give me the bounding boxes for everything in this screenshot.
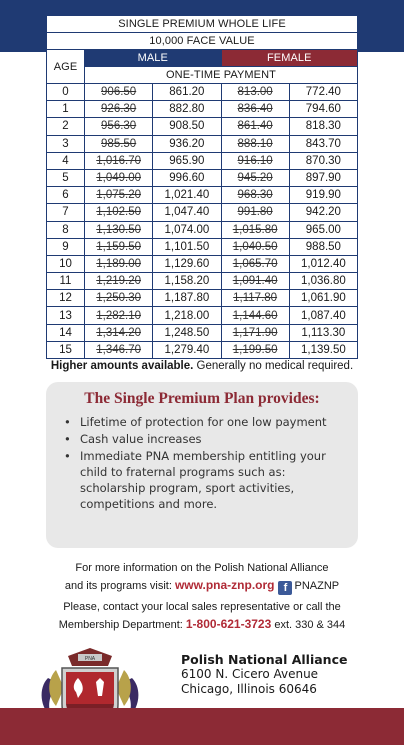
table-row	[47, 324, 358, 341]
age-cell: 1	[47, 101, 85, 118]
male-old-rate-text: 906.50	[101, 86, 137, 99]
age-cell: 12	[47, 290, 85, 307]
male-new-rate: 1,158.20	[153, 273, 221, 290]
male-new-rate: 965.90	[153, 152, 221, 169]
female-old-rate	[221, 341, 289, 358]
table-row	[47, 135, 358, 152]
male-old-rate	[85, 101, 153, 118]
male-new-rate: 1,074.00	[153, 221, 221, 238]
age-cell: 9	[47, 238, 85, 255]
male-old-rate	[85, 204, 153, 221]
table-row	[47, 238, 358, 255]
age-cell: 3	[47, 135, 85, 152]
info-line-2: and its programs visit: www.pna-znp.org f PNAZNP	[64, 578, 340, 594]
male-new-rate: 1,021.40	[153, 187, 221, 204]
male-old-rate-text: 1,159.50	[96, 240, 141, 253]
age-cell: 15	[47, 341, 85, 358]
male-old-rate-text: 1,219.20	[96, 275, 141, 288]
plan-item: • Lifetime of protection for one low payment	[64, 415, 327, 429]
table-row	[47, 307, 358, 324]
male-old-rate	[85, 238, 153, 255]
organization-address	[181, 652, 347, 697]
table-row	[47, 169, 358, 186]
male-old-rate	[85, 290, 153, 307]
female-old-rate-text: 836.40	[237, 103, 273, 116]
female-new-rate: 965.00	[289, 221, 357, 238]
female-new-rate: 1,036.80	[289, 273, 357, 290]
male-new-rate: 936.20	[153, 135, 221, 152]
male-old-rate	[85, 118, 153, 135]
male-old-rate-text: 1,016.70	[96, 154, 141, 167]
male-new-rate: 1,047.40	[153, 204, 221, 221]
female-old-rate-text: 1,065.70	[232, 257, 278, 270]
female-old-rate	[221, 307, 289, 324]
org-city: Chicago, Illinois 60646	[181, 682, 317, 696]
male-old-rate-text: 985.50	[101, 137, 137, 150]
age-cell: 4	[47, 152, 85, 169]
male-new-rate: 908.50	[153, 118, 221, 135]
female-old-rate	[221, 84, 289, 101]
male-new-rate: 1,248.50	[153, 324, 221, 341]
female-header: FEMALE	[221, 50, 358, 67]
age-cell: 7	[47, 204, 85, 221]
female-old-rate-text: 888.10	[237, 137, 273, 150]
female-old-rate-text: 861.40	[237, 120, 273, 133]
female-new-rate: 794.60	[289, 101, 357, 118]
male-old-rate	[85, 255, 153, 272]
info-line-4: Membership Department: 1-800-621-3723 ext. 330 & 344	[58, 617, 346, 631]
bullet-icon: •	[64, 432, 71, 446]
male-old-rate-text: 1,075.20	[96, 189, 141, 202]
female-old-rate	[221, 152, 289, 169]
male-new-rate: 1,279.40	[153, 341, 221, 358]
male-new-rate: 1,101.50	[153, 238, 221, 255]
male-old-rate-text: 1,250.30	[96, 292, 141, 305]
availability-note	[0, 360, 404, 372]
male-old-rate-text: 1,189.00	[96, 257, 141, 270]
female-old-rate-text: 1,091.40	[232, 275, 278, 288]
age-header: AGE	[47, 50, 85, 84]
table-row	[47, 204, 358, 221]
table-row	[47, 290, 358, 307]
bullet-icon: •	[64, 415, 71, 429]
female-old-rate-text: 991.80	[237, 206, 273, 219]
female-old-rate	[221, 273, 289, 290]
female-old-rate-text: 1,171.90	[232, 326, 278, 339]
female-old-rate-text: 945.20	[237, 172, 273, 185]
female-new-rate: 1,113.30	[289, 324, 357, 341]
male-new-rate: 1,218.00	[153, 307, 221, 324]
male-old-rate-text: 926.30	[101, 103, 137, 116]
female-new-rate: 870.30	[289, 152, 357, 169]
plan-item: • Immediate PNA membership entitling your child to fraternal programs such as: scholarship program, sport activities, competitions and more.	[64, 449, 326, 511]
table-row	[47, 221, 358, 238]
table-title: SINGLE PREMIUM WHOLE LIFE	[47, 16, 358, 33]
female-old-rate	[221, 101, 289, 118]
female-new-rate: 1,087.40	[289, 307, 357, 324]
bullet-icon: •	[64, 449, 71, 463]
female-new-rate: 1,061.90	[289, 290, 357, 307]
female-old-rate-text: 813.00	[237, 86, 273, 99]
age-cell: 8	[47, 221, 85, 238]
org-name: Polish National Alliance	[181, 652, 348, 667]
website-link[interactable]: www.pna-znp.org	[174, 578, 275, 592]
age-cell: 10	[47, 255, 85, 272]
male-old-rate	[85, 152, 153, 169]
female-new-rate: 1,139.50	[289, 341, 357, 358]
female-old-rate	[221, 118, 289, 135]
age-cell: 2	[47, 118, 85, 135]
female-new-rate: 942.20	[289, 204, 357, 221]
male-old-rate-text: 1,314.20	[96, 326, 141, 339]
male-old-rate	[85, 307, 153, 324]
info-line-3: Please, contact your local sales representative or call the	[63, 601, 341, 613]
female-new-rate: 919.90	[289, 187, 357, 204]
male-old-rate	[85, 84, 153, 101]
female-old-rate-text: 1,040.50	[232, 240, 278, 253]
age-cell: 0	[47, 84, 85, 101]
female-new-rate: 897.90	[289, 169, 357, 186]
age-cell: 5	[47, 169, 85, 186]
female-old-rate	[221, 204, 289, 221]
male-old-rate-text: 956.30	[101, 120, 137, 133]
note-rest: Generally no medical required.	[193, 360, 354, 372]
female-old-rate	[221, 255, 289, 272]
male-old-rate-text: 1,049.00	[96, 172, 141, 185]
org-street: 6100 N. Cicero Avenue	[181, 667, 319, 681]
table-row	[47, 101, 358, 118]
female-new-rate: 772.40	[289, 84, 357, 101]
plan-panel	[46, 382, 358, 548]
female-new-rate: 843.70	[289, 135, 357, 152]
female-old-rate	[221, 187, 289, 204]
note-bold: Higher amounts available.	[50, 360, 194, 372]
male-old-rate	[85, 221, 153, 238]
female-old-rate-text: 1,144.60	[232, 309, 278, 322]
bottom-color-band	[0, 708, 404, 745]
male-old-rate	[85, 187, 153, 204]
payment-header: ONE-TIME PAYMENT	[85, 67, 358, 84]
female-old-rate-text: 1,117.80	[233, 292, 278, 305]
phone-number[interactable]: 1-800-621-3723	[185, 617, 272, 631]
male-new-rate: 1,187.80	[153, 290, 221, 307]
male-old-rate	[85, 324, 153, 341]
male-new-rate: 996.60	[153, 169, 221, 186]
female-old-rate-text: 1,015.80	[232, 223, 278, 236]
female-old-rate	[221, 324, 289, 341]
table-row	[47, 187, 358, 204]
age-cell: 11	[47, 273, 85, 290]
male-old-rate	[85, 135, 153, 152]
male-old-rate	[85, 273, 153, 290]
info-line-1: For more information on the Polish National Alliance	[75, 562, 329, 574]
female-new-rate: 1,012.40	[289, 255, 357, 272]
table-subtitle: 10,000 FACE VALUE	[47, 33, 358, 50]
female-old-rate-text: 916.10	[237, 154, 273, 167]
male-old-rate	[85, 341, 153, 358]
female-old-rate	[221, 221, 289, 238]
male-new-rate: 1,129.60	[153, 255, 221, 272]
female-old-rate-text: 968.30	[237, 189, 273, 202]
male-header: MALE	[85, 50, 222, 67]
female-old-rate	[221, 290, 289, 307]
table-row	[47, 118, 358, 135]
female-new-rate: 818.30	[289, 118, 357, 135]
crest-label: PNA	[84, 656, 96, 662]
female-old-rate	[221, 169, 289, 186]
facebook-icon[interactable]: f	[278, 581, 292, 595]
table-row	[47, 152, 358, 169]
table-row	[47, 273, 358, 290]
male-old-rate-text: 1,282.10	[96, 309, 141, 322]
male-new-rate: 882.80	[153, 101, 221, 118]
age-cell: 6	[47, 187, 85, 204]
plan-title: The Single Premium Plan provides:	[84, 390, 320, 407]
contact-info	[0, 560, 404, 634]
female-old-rate	[221, 238, 289, 255]
male-new-rate: 861.20	[153, 84, 221, 101]
facebook-handle[interactable]: PNAZNP	[294, 580, 340, 592]
male-old-rate-text: 1,346.70	[96, 343, 141, 356]
male-old-rate-text: 1,130.50	[96, 223, 141, 236]
female-old-rate	[221, 135, 289, 152]
table-row	[47, 84, 358, 101]
plan-list	[58, 414, 346, 512]
female-old-rate-text: 1,199.50	[232, 343, 278, 356]
age-cell: 14	[47, 324, 85, 341]
male-old-rate-text: 1,102.50	[96, 206, 141, 219]
male-old-rate	[85, 169, 153, 186]
table-row	[47, 341, 358, 358]
age-cell: 13	[47, 307, 85, 324]
plan-item: • Cash value increases	[64, 432, 202, 446]
table-row	[47, 255, 358, 272]
female-new-rate: 988.50	[289, 238, 357, 255]
rate-table	[46, 15, 358, 359]
